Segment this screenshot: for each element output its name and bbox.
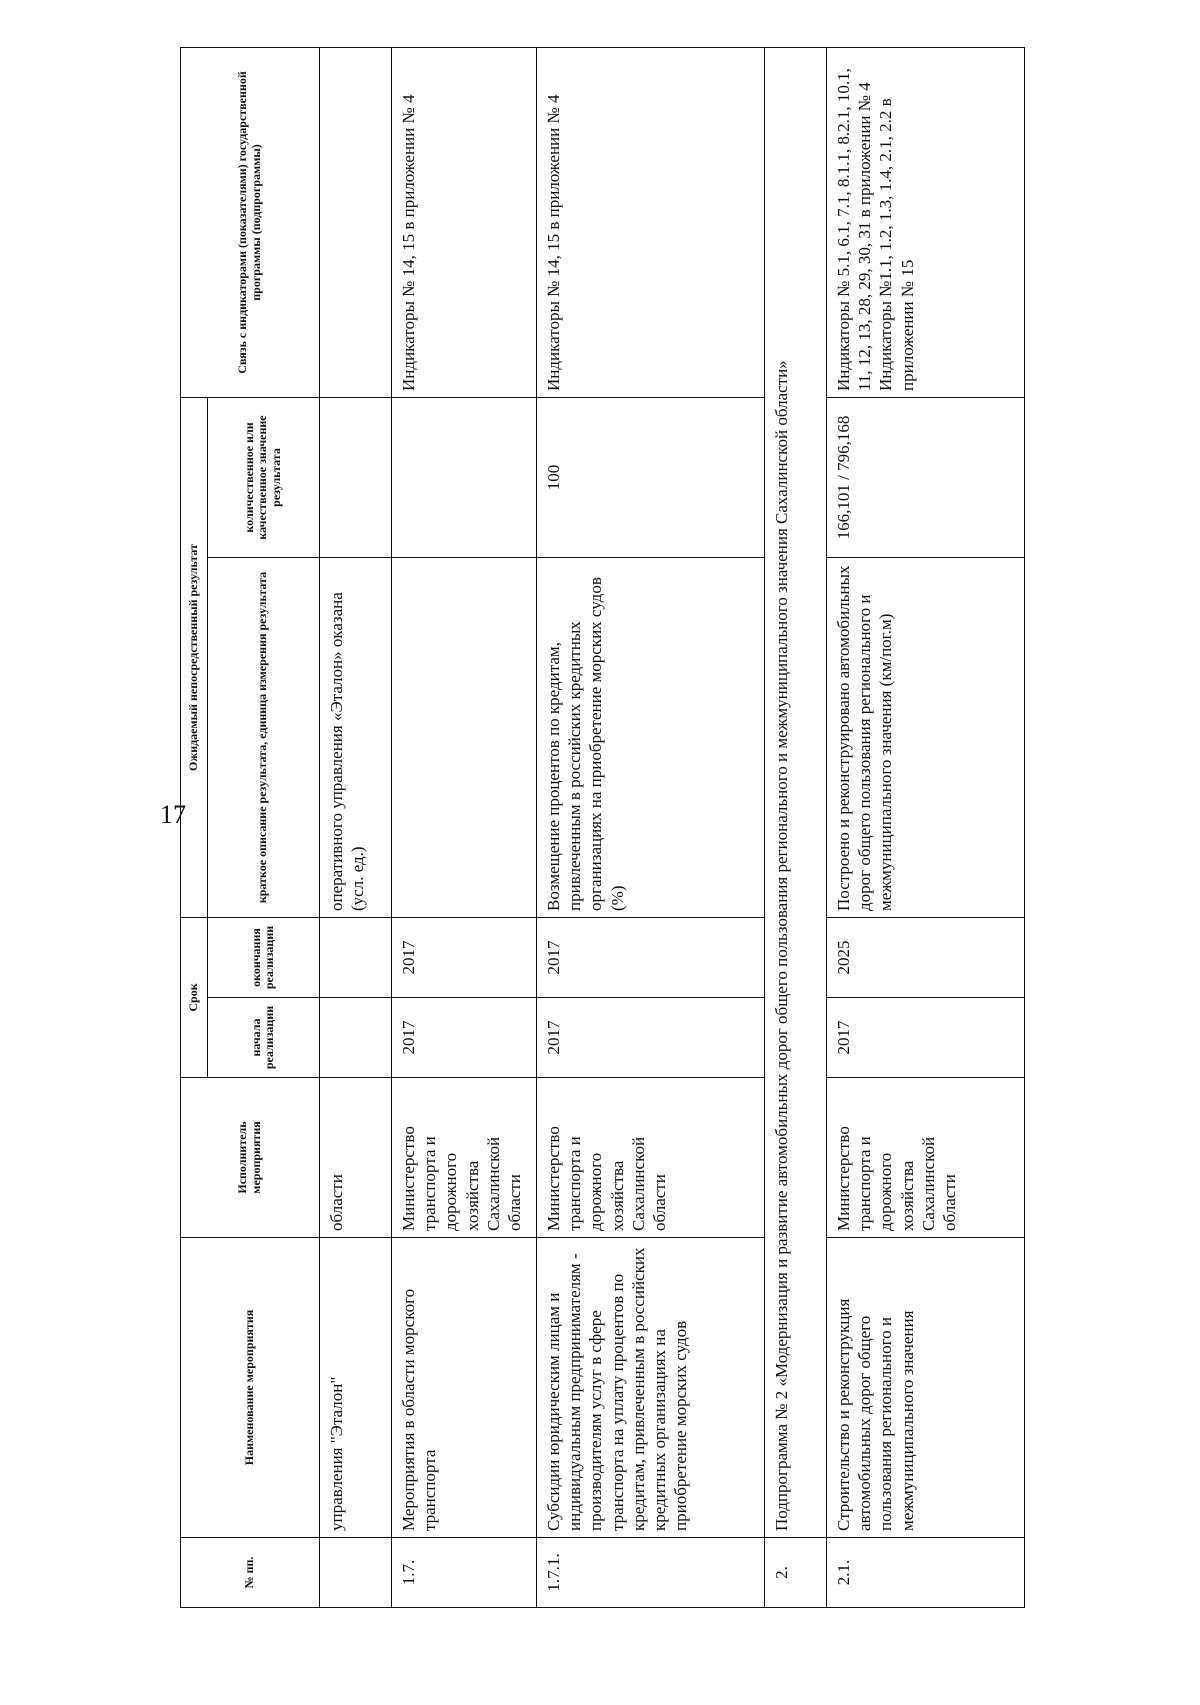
row-value: 100 [536, 397, 764, 557]
row-start: 2017 [536, 998, 764, 1078]
row-start: 2017 [826, 998, 1024, 1078]
row-end: 2017 [391, 917, 536, 997]
subprogram-num: 2. [764, 1538, 826, 1608]
row-num: 1.7.1. [536, 1538, 764, 1608]
row-link: Индикаторы № 14, 15 в приложении № 4 [391, 47, 536, 397]
header-link: Связь с индикаторами (показателями) государственной программы (подпрограммы) [181, 47, 320, 397]
row-name: Субсидии юридическим лицам и индивидуальным предпринимателям - производителям услуг в сфере транспорта на уплату процентов по кредитам, привлеченным в российских кредитных организациях на приобретение морских судов [536, 1238, 764, 1538]
subprogram-row [764, 47, 826, 1607]
row-value: 166,101 / 796,168 [826, 397, 1024, 557]
row-end [319, 917, 391, 997]
header-executor: Исполнитель мероприятия [181, 1078, 320, 1238]
row-desc: оперативного управления «Эталон» оказана (усл. ед.) [319, 557, 391, 917]
row-link: Индикаторы № 5.1, 6.1, 7.1, 8.1.1, 8.2.1, 10.1, 11, 12, 13, 28, 29, 30, 31 в приложении № 4 Индикаторы №1.1, 1.2, 1.3, 1.4, 2.1, 2.2 в приложении № 15 [826, 47, 1024, 397]
row-name: Строительство и реконструкция автомобильных дорог общего пользования регионального и межмуниципального значения [826, 1238, 1024, 1538]
row-num: 1.7. [391, 1538, 536, 1608]
row-name: Мероприятия в области морского транспорта [391, 1238, 536, 1538]
row-value [391, 397, 536, 557]
row-link: Индикаторы № 14, 15 в приложении № 4 [536, 47, 764, 397]
row-desc: Построено и реконструировано автомобильных дорог общего пользования регионального и межмуниципального значения (км/пог.м) [826, 557, 1024, 917]
page-number: 17 [160, 800, 186, 829]
row-start [319, 998, 391, 1078]
row-desc [391, 557, 536, 917]
header-result-value: количественное или качественное значение результата [207, 397, 319, 557]
events-table [180, 47, 1025, 1608]
table-row [391, 47, 536, 1607]
row-desc: Возмещение процентов по кредитам, привлеченным в российских кредитных организациях на приобретение морских судов (%) [536, 557, 764, 917]
table-row [826, 47, 1024, 1607]
header-result-desc: краткое описание результата, единица измерения результата [207, 557, 319, 917]
subprogram-title: Подпрограмма № 2 «Модернизация и развитие автомобильных дорог общего пользования регионального и межмуниципального значения Сахалинской области» [764, 47, 826, 1537]
row-start: 2017 [391, 998, 536, 1078]
header-term: Срок [181, 917, 208, 1077]
row-executor: Министерство транспорта и дорожного хозяйства Сахалинской области [391, 1078, 536, 1238]
header-term-end: окончания реализации [207, 917, 319, 997]
header-row-1 [181, 47, 208, 1607]
row-num: 2.1. [826, 1538, 1024, 1608]
table-row [536, 47, 764, 1607]
row-executor: Министерство транспорта и дорожного хозяйства Сахалинской области [826, 1078, 1024, 1238]
header-name: Наименование мероприятия [181, 1238, 320, 1538]
rotated-content [180, 48, 1090, 1608]
header-term-start: начала реализации [207, 998, 319, 1078]
rotated-table-area [180, 48, 1090, 1608]
row-end: 2025 [826, 917, 1024, 997]
row-executor: Министерство транспорта и дорожного хозяйства Сахалинской области [536, 1078, 764, 1238]
row-link [319, 47, 391, 397]
row-name: управления "Эталон" [319, 1238, 391, 1538]
header-num: № пп. [181, 1538, 320, 1608]
row-num [319, 1538, 391, 1608]
table-row [319, 47, 391, 1607]
row-executor: области [319, 1078, 391, 1238]
row-value [319, 397, 391, 557]
row-end: 2017 [536, 917, 764, 997]
header-result: Ожидаемый непосредственный результат [181, 397, 208, 917]
